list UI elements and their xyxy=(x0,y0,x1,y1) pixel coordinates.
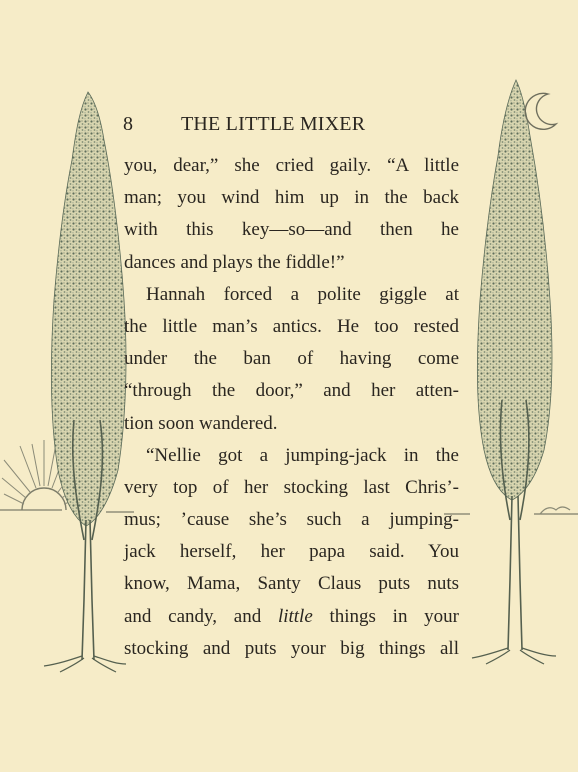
text-line: mus; ’cause she’s such a jumping- xyxy=(124,509,459,531)
page-number: 8 xyxy=(123,113,134,135)
text-line: under the ban of having come xyxy=(124,348,459,370)
text-run: things in your xyxy=(312,605,460,627)
body-text xyxy=(124,150,459,665)
text-line: you, dear,” she cried gaily. “A little xyxy=(124,155,459,176)
text-line: man; you wind him up in the back xyxy=(124,187,459,209)
page-header xyxy=(123,113,463,139)
text-line: jack herself, her papa said. You xyxy=(124,541,459,563)
text-line: the little man’s antics. He too rested xyxy=(124,315,459,337)
text-line-with-emphasis xyxy=(124,601,459,633)
cypress-tree-icon xyxy=(44,92,126,672)
text-line: very top of her stocking last Chris’- xyxy=(124,476,459,498)
text-line: stocking and puts your big things all xyxy=(124,637,459,659)
text-line: know, Mama, Santy Claus puts nuts xyxy=(124,573,459,595)
cypress-tree-icon xyxy=(472,80,556,664)
text-line: with this key—so—and then he xyxy=(124,219,459,241)
paragraph-start-line: Hannah forced a polite giggle at xyxy=(146,283,459,305)
text-line: dances and plays the fiddle!” xyxy=(124,251,345,273)
text-line: tion soon wandered. xyxy=(124,412,278,434)
text-line: “through the door,” and her atten- xyxy=(124,380,459,402)
text-run: and candy, and xyxy=(124,605,278,627)
emphasized-word: little xyxy=(277,605,313,627)
crescent-moon-icon xyxy=(525,93,556,129)
paragraph-start-line: “Nellie got a jumping-jack in the xyxy=(146,444,459,466)
running-title: THE LITTLE MIXER xyxy=(181,113,366,135)
